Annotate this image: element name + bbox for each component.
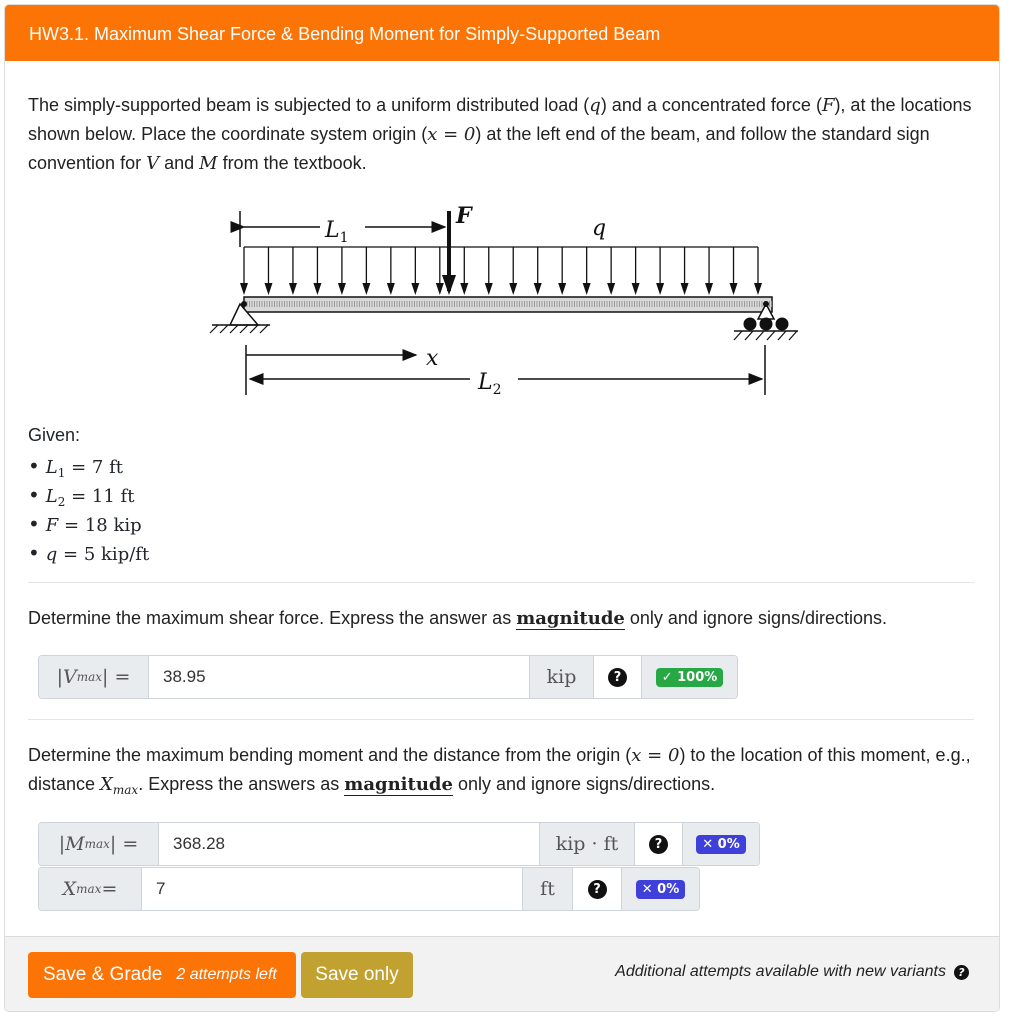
given-item: • q = 5 kip/ft [28, 541, 150, 565]
label-L2: $L_2$ [478, 370, 502, 398]
load-arrow-head [681, 283, 689, 295]
xmax-label: X max = [39, 868, 142, 910]
load-arrow-head [460, 283, 468, 295]
save-only-button[interactable]: Save only [301, 952, 413, 998]
distributed-load-arrows [240, 247, 762, 295]
load-arrow-head [583, 283, 591, 295]
given-list [28, 452, 149, 568]
mmax-score [683, 823, 759, 865]
load-arrow-head [558, 283, 566, 295]
beam-figure [200, 195, 810, 400]
xmax-unit: ft [523, 868, 573, 910]
footer [5, 936, 999, 1012]
load-arrow-head [436, 283, 444, 295]
load-arrow-head [607, 283, 615, 295]
xmax-help-button[interactable] [573, 868, 622, 910]
label-q: q [592, 216, 607, 241]
load-arrow-head [387, 283, 395, 295]
label-L1: $L_1$ [325, 218, 349, 246]
mmax-help-button[interactable] [635, 823, 683, 865]
load-arrow-head [632, 283, 640, 295]
question-title: HW3.1. Maximum Shear Force & Bending Moment for Simply-Supported Beam [5, 5, 999, 61]
label-F: F [456, 203, 472, 229]
save-and-grade-label: Save & Grade [43, 964, 163, 985]
question-icon: ? [649, 835, 668, 854]
divider [28, 719, 974, 720]
vmax-help-button[interactable] [594, 656, 642, 698]
given-item: • F = 18 kip [28, 512, 142, 536]
load-arrow-head [313, 283, 321, 295]
divider [28, 582, 974, 583]
load-arrow-head [289, 283, 297, 295]
load-arrow-head [264, 283, 272, 295]
load-arrow-head [411, 283, 419, 295]
load-arrow-head [656, 283, 664, 295]
attempts-note: Additional attempts available with new variants ? [615, 963, 969, 981]
given-item: • $L_1 = 7$ ft [28, 454, 123, 480]
xmax-input[interactable]: 7 [142, 868, 523, 910]
vmax-label: |V max | = [39, 656, 149, 698]
problem-statement: The simply-supported beam is subjected to a uniform distributed load (q) and a concentrated force (F), at the locations shown below. Place the coordinate system origin (x = 0) at the left end of the beam, and follow the standard sign convention for V and M from the textbook. [28, 95, 972, 174]
load-arrow-head [730, 283, 738, 295]
load-arrow-head [705, 283, 713, 295]
vmax-input-group [38, 655, 738, 699]
question-icon[interactable]: ? [954, 965, 969, 980]
score-badge: ✓ 100% [656, 668, 724, 687]
question-1-text: Determine the maximum shear force. Express the answer as magnitude only and ignore signs/directions. [28, 608, 888, 629]
load-arrow-head [534, 283, 542, 295]
load-arrow-head [362, 283, 370, 295]
load-arrow-head [485, 283, 493, 295]
given-label: Given: [28, 425, 81, 445]
vmax-input[interactable]: 38.95 [149, 656, 530, 698]
mmax-label: |M max | = [39, 823, 159, 865]
question-icon: ? [608, 668, 627, 687]
load-arrow-head [509, 283, 517, 295]
score-badge: ✕ 0% [696, 835, 746, 854]
given-item: • $L_2 = 11$ ft [28, 483, 135, 509]
load-arrow-head [240, 283, 248, 295]
mmax-input[interactable]: 368.28 [159, 823, 540, 865]
attempts-left: 2 attempts left [176, 966, 277, 983]
score-badge: ✕ 0% [636, 880, 686, 899]
load-arrow-head [338, 283, 346, 295]
vmax-score [642, 656, 737, 698]
mmax-unit: kip · ft [540, 823, 635, 865]
mmax-input-group [38, 822, 760, 866]
vmax-unit: kip [530, 656, 594, 698]
question-2-text: Determine the maximum bending moment and the distance from the origin (x = 0) to the location of this moment, e.g., distance $X_{max}$. Express the answers as magnitude only and ignore signs/directions. [28, 745, 971, 797]
question-icon: ? [588, 880, 607, 899]
load-arrow-head [754, 283, 762, 295]
xmax-score [622, 868, 699, 910]
save-and-grade-button[interactable] [28, 952, 296, 998]
question-card [4, 4, 1000, 1012]
xmax-input-group [38, 867, 700, 911]
label-x: x [426, 346, 439, 371]
